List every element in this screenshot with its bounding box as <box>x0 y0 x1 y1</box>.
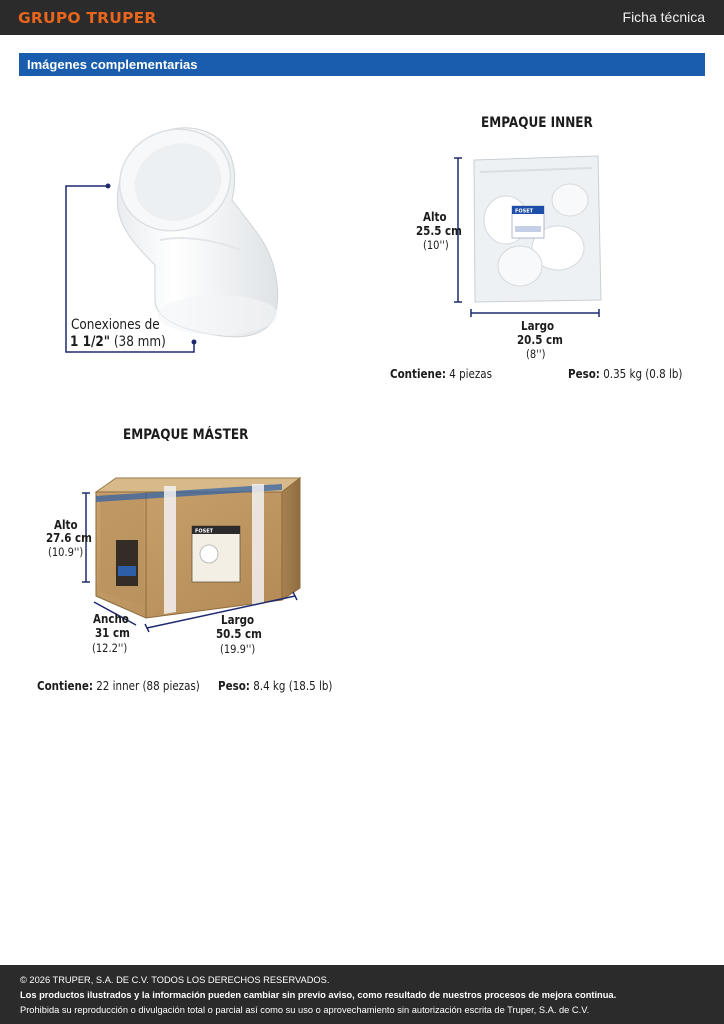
inner-weight-value: 0.35 kg (0.8 lb) <box>603 367 683 381</box>
inner-contents <box>390 367 492 381</box>
inner-alto-label: Alto <box>423 210 447 224</box>
master-alto-label: Alto <box>54 518 78 532</box>
master-largo-cm: 50.5 cm <box>216 627 262 641</box>
master-weight-label: Peso: <box>218 679 250 693</box>
svg-text:FOSET: FOSET <box>195 528 214 535</box>
master-ancho-cm: 31 cm <box>95 626 130 640</box>
elbow-fitting-image <box>105 114 278 337</box>
inner-alto-cm: 25.5 cm <box>416 224 462 238</box>
footer <box>0 965 724 1024</box>
master-contents-label: Contiene: <box>37 679 93 693</box>
master-largo-label: Largo <box>221 613 255 627</box>
footer-copyright: © 2026 TRUPER, S.A. DE C.V. TODOS LOS DERECHOS RESERVADOS. <box>20 975 330 985</box>
inner-weight-label: Peso: <box>568 367 600 381</box>
company-logo: GRUPO TRUPER <box>18 9 157 27</box>
master-weight-value: 8.4 kg (18.5 lb) <box>253 679 333 693</box>
inner-contents-value: 4 piezas <box>449 367 492 381</box>
master-ancho-in: (12.2'') <box>92 641 128 655</box>
callout-connection-size <box>70 334 166 350</box>
master-contents-value: 22 inner (88 piezas) <box>96 679 200 693</box>
master-box-image <box>96 478 300 618</box>
inner-largo-in: (8'') <box>526 347 546 361</box>
master-weight <box>218 679 332 693</box>
master-alto-in: (10.9'') <box>48 545 84 559</box>
footer-notice: Los productos ilustrados y la información pueden cambiar sin previo aviso, como resultado de nuestros procesos de mejora continua. <box>20 990 617 1000</box>
document-type: Ficha técnica <box>622 9 705 25</box>
inner-pack-title: EMPAQUE INNER <box>481 115 593 131</box>
inner-largo-label: Largo <box>521 319 555 333</box>
inner-contents-label: Contiene: <box>390 367 446 381</box>
callout-size-metric: (38 mm) <box>113 334 166 350</box>
master-largo-in: (19.9'') <box>220 642 256 656</box>
inner-bag-image <box>474 156 601 302</box>
master-contents <box>37 679 200 693</box>
callout-connection-label: Conexiones de <box>71 317 160 333</box>
footer-prohibition: Prohibida su reproducción o divulgación total o parcial así como su uso o aprovechamiento sin autorización escrita de Truper, S.A. de C.V. <box>20 1005 590 1015</box>
inner-largo-cm: 20.5 cm <box>517 333 563 347</box>
master-alto-cm: 27.6 cm <box>46 531 92 545</box>
inner-alto-in: (10'') <box>423 238 449 252</box>
master-ancho-label: Ancho <box>93 612 129 626</box>
svg-text:FOSET: FOSET <box>515 208 534 215</box>
section-title: Imágenes complementarias <box>27 57 198 72</box>
callout-size-inch: 1 1/2" <box>70 334 111 350</box>
inner-weight <box>568 367 682 381</box>
master-pack-title: EMPAQUE MÁSTER <box>123 427 249 443</box>
